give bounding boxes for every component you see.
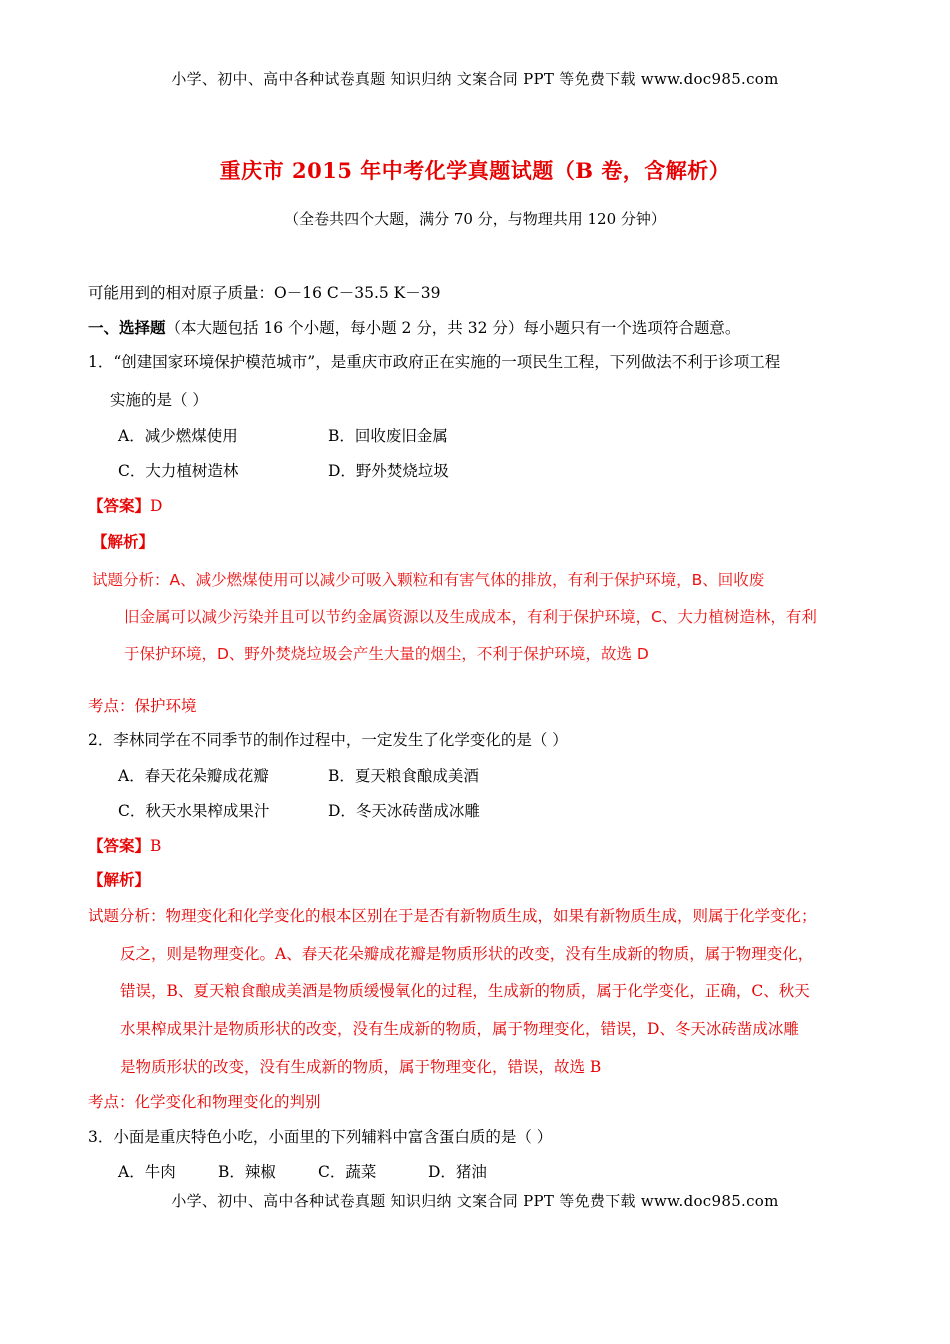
q2-analysis-line5: 是物质形状的改变，没有生成新的物质，属于物理变化，错误，故选 B: [120, 1058, 602, 1076]
q2-analysis-line2: 反之，则是物理变化。A、春天花朵瓣成花瓣是物质形状的改变，没有生成新的物质，属于物理变化，: [120, 945, 814, 963]
q2-answer: [88, 834, 161, 856]
page-footer: 小学、初中、高中各种试卷真题 知识归纳 文案合同 PPT 等免费下载 www.doc985.com: [171, 1192, 779, 1210]
q1-analysis-label: 【解析】: [92, 532, 155, 551]
q3-option-c: C．蔬菜: [318, 1163, 377, 1181]
section-description: （本大题包括 16 个小题，每小题 2 分，共 32 分）每小题只有一个选项符合题意。: [165, 319, 741, 337]
q1-answer-label: 【答案】: [88, 496, 151, 515]
q1-answer-value: D: [150, 497, 163, 515]
q2-answer-label: 【答案】: [88, 836, 151, 855]
q1-option-b: B．回收废旧金属: [328, 427, 448, 445]
q2-stem: 2．李林同学在不同季节的制作过程中，一定发生了化学变化的是（ ）: [88, 731, 568, 749]
q1-option-a: A．减少燃煤使用: [118, 427, 238, 445]
q2-option-d: D．冬天冰砖凿成冰雕: [328, 802, 480, 820]
q2-analysis-line4: 水果榨成果汁是物质形状的改变，没有生成新的物质，属于物理变化，错误，D、冬天冰砖凿成冰雕: [120, 1020, 799, 1038]
q1-answer: [88, 494, 162, 516]
q1-option-d: D．野外焚烧垃圾: [328, 462, 449, 480]
q1-stem-line2: 实施的是（ ）: [110, 391, 208, 409]
q3-option-d: D．猪油: [428, 1163, 487, 1181]
q2-option-a: A．春天花朵瓣成花瓣: [118, 767, 269, 785]
page-header: 小学、初中、高中各种试卷真题 知识归纳 文案合同 PPT 等免费下载 www.doc985.com: [171, 70, 779, 88]
q2-option-c: C．秋天水果榨成果汁: [118, 802, 270, 820]
q1-stem-line1: 1．“创建国家环境保护模范城市”，是重庆市政府正在实施的一项民生工程，下列做法不利于诊项工程: [88, 353, 781, 371]
q1-analysis-line3: 于保护环境，D、野外焚烧垃圾会产生大量的烟尘，不利于保护环境，故选 D: [124, 645, 649, 663]
q1-analysis-line1: 试题分析：A、减少燃煤使用可以减少可吸入颗粒和有害气体的排放，有利于保护环境，B、回收废: [92, 571, 765, 589]
page-title: 重庆市 2015 年中考化学真题试题（B 卷，含解析）: [219, 158, 731, 183]
q2-analysis-line1: 试题分析：物理变化和化学变化的根本区别在于是否有新物质生成，如果有新物质生成，则属于化学变化；: [88, 907, 817, 925]
atomic-mass-note: 可能用到的相对原子质量：O－16 C－35.5 K－39: [88, 284, 441, 302]
q1-knowledge-point: 考点：保护环境: [88, 697, 197, 715]
q3-stem: 3．小面是重庆特色小吃，小面里的下列辅料中富含蛋白质的是（ ）: [88, 1128, 553, 1146]
q3-option-b: B．辣椒: [218, 1163, 276, 1181]
q3-option-a: A．牛肉: [118, 1163, 176, 1181]
exam-info: （全卷共四个大题，满分 70 分，与物理共用 120 分钟）: [284, 210, 666, 228]
q2-analysis-label: 【解析】: [88, 870, 151, 889]
q2-analysis-line3: 错误，B、夏天粮食酿成美酒是物质缓慢氧化的过程，生成新的物质，属于化学变化，正确，C、秋天: [120, 982, 810, 1000]
q2-option-b: B．夏天粮食酿成美酒: [328, 767, 479, 785]
section-title: 一、选择题: [88, 318, 166, 337]
q2-answer-value: B: [150, 837, 162, 855]
q1-option-c: C．大力植树造林: [118, 462, 239, 480]
q1-analysis-line2: 旧金属可以减少污染并且可以节约金属资源以及生成成本，有利于保护环境，C、大力植树造林，有利: [124, 608, 817, 626]
q2-knowledge-point: 考点：化学变化和物理变化的判别: [88, 1093, 321, 1111]
section-heading: [88, 316, 740, 338]
